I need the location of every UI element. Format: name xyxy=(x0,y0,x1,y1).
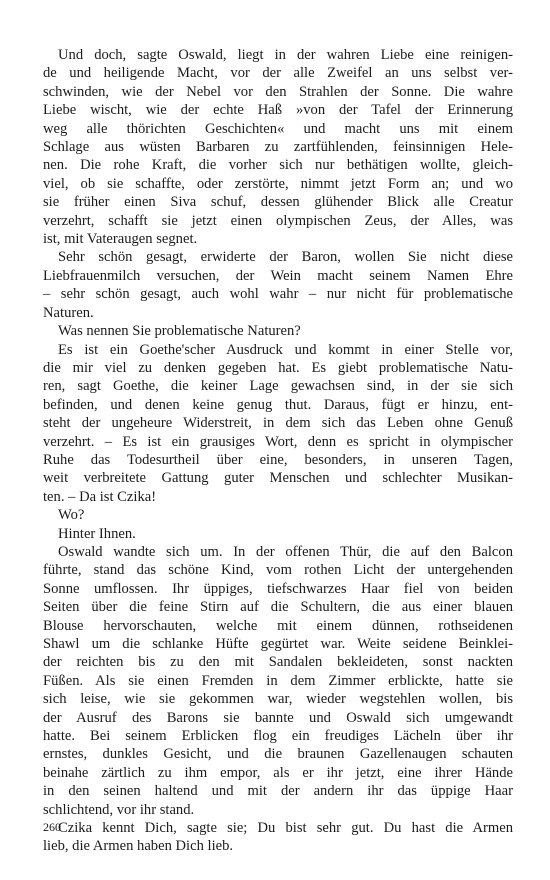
text-line: verzehrt, schafft sie jetzt einen olympischen Zeus, der Alles, was xyxy=(43,212,513,229)
paragraph xyxy=(43,506,513,524)
text-line: der reichten bis zu den mit Sandalen bekleideten, sonst nackten xyxy=(43,654,513,671)
text-line: Wo? xyxy=(58,507,85,524)
paragraph xyxy=(43,322,513,340)
text-line: führte, stand das schöne Kind, vom rothen Licht der untergehenden xyxy=(43,562,513,579)
text-line: in den seinen haltend und mit der andern ihr das üppige Haar xyxy=(43,783,513,800)
text-line: Shawl um die schlanke Hüfte gegürtet war. Weite seidene Beinklei- xyxy=(43,636,513,652)
text-line: Hinter Ihnen. xyxy=(58,525,136,542)
book-page-text xyxy=(43,46,513,856)
paragraph xyxy=(43,248,513,322)
text-line: nen. Die rohe Kraft, die vorher sich nur bethätigen wollte, gleich- xyxy=(43,157,513,174)
text-line: Seiten über die feine Stirn auf die Schultern, die aus einer blauen xyxy=(43,599,513,616)
text-line: Czika kennt Dich, sagte sie; Du bist sehr gut. Du hast die Armen xyxy=(58,820,513,837)
paragraph xyxy=(43,341,513,507)
paragraph xyxy=(43,525,513,543)
text-line: de und heiligende Macht, vor der alle Zweifel an uns selbst ver- xyxy=(43,65,513,82)
text-line: Füßen. Als sie einen Fremden in dem Zimmer erblickte, hatte sie xyxy=(43,672,513,689)
text-line: ten. – Da ist Czika! xyxy=(43,488,157,505)
text-line: Schlage aus wüsten Barbaren zu zartfühlenden, feinsinnigen Hele- xyxy=(43,139,513,156)
text-line: beinahe zärtlich zu ihm empor, als er ihr jetzt, eine ihrer Hände xyxy=(43,764,513,781)
paragraph xyxy=(43,46,513,248)
text-line: Naturen. xyxy=(43,304,94,321)
text-line: befinden, und denen keine genug thut. Daraus, fügt er hinzu, ent- xyxy=(43,396,513,413)
text-line: schwinden, wie der Nebel vor den Strahlen der Sonne. Die wahre xyxy=(43,83,513,100)
text-line: weit verbreitete Gattung guter Menschen und schlechter Musikan- xyxy=(43,470,513,487)
paragraph xyxy=(43,819,513,856)
text-line: steht der ungeheure Widerstreit, in dem sich das Leben ohne Genuß xyxy=(43,415,513,432)
text-line: Liebe wischt, wie der echte Haß »von der Tafel der Erinnerung xyxy=(43,102,513,119)
text-line: ernstes, dunkles Gesicht, und die braunen Gazellenaugen schauten xyxy=(43,746,513,763)
text-line: ist, mit Vateraugen segnet. xyxy=(43,231,198,248)
text-line: weg alle thörichten Geschichten« und macht uns mit einem xyxy=(43,120,513,137)
text-line: die mir viel zu denken gegeben hat. Es giebt problematische Natu- xyxy=(43,359,513,376)
paragraph xyxy=(43,543,513,819)
text-line: schlichtend, vor ihr stand. xyxy=(43,801,195,818)
text-line: Blouse hervorschauten, welche mit einem dünnen, rothseidenen xyxy=(43,617,513,634)
text-line: der Ausruf des Barons sie bannte und Oswald sich umgewandt xyxy=(43,709,513,726)
text-line: Sonne umflossen. Ihr üppiges, tiefschwarzes Haar fiel von beiden xyxy=(43,580,513,597)
text-line: Sehr schön gesagt, erwiderte der Baron, wollen Sie nicht diese xyxy=(58,249,513,266)
text-line: ren, sagt Goethe, die keiner Lage gewachsen sind, in der sie sich xyxy=(43,378,513,395)
text-line: lieb, die Armen haben Dich lieb. xyxy=(43,838,234,855)
text-line: Ruhe das Todesurtheil über eine, besonders, in unseren Tagen, xyxy=(43,451,513,468)
page-number: 260 xyxy=(43,820,61,834)
text-line: viel, ob sie schaffte, oder zerstörte, nimmt jetzt Form an; und wo xyxy=(43,175,513,192)
text-line: Es ist ein Goethe'scher Ausdruck und kommt in einer Stelle vor, xyxy=(58,341,513,358)
text-line: – sehr schön gesagt, auch wohl wahr – nur nicht für problematische xyxy=(43,286,513,303)
text-line: Und doch, sagte Oswald, liegt in der wahren Liebe eine reinigen- xyxy=(58,47,513,63)
text-line: sich leise, wie sie gekommen war, wieder wegstehlen wollen, bis xyxy=(43,691,513,708)
text-line: sie früher einen Siva schuf, dessen glühender Blick alle Creatur xyxy=(43,194,513,211)
text-line: verzehrt. – Es ist ein grausiges Wort, denn es spricht in olympischer xyxy=(43,433,513,450)
text-line: Liebfrauenmilch versuchen, der Wein macht seinem Namen Ehre xyxy=(43,267,513,284)
text-line: Was nennen Sie problematische Naturen? xyxy=(58,323,301,340)
text-line: hatte. Bei seinem Erblicken flog ein freudiges Lächeln über ihr xyxy=(43,728,513,745)
text-line: Oswald wandte sich um. In der offenen Thür, die auf den Balcon xyxy=(58,543,513,560)
